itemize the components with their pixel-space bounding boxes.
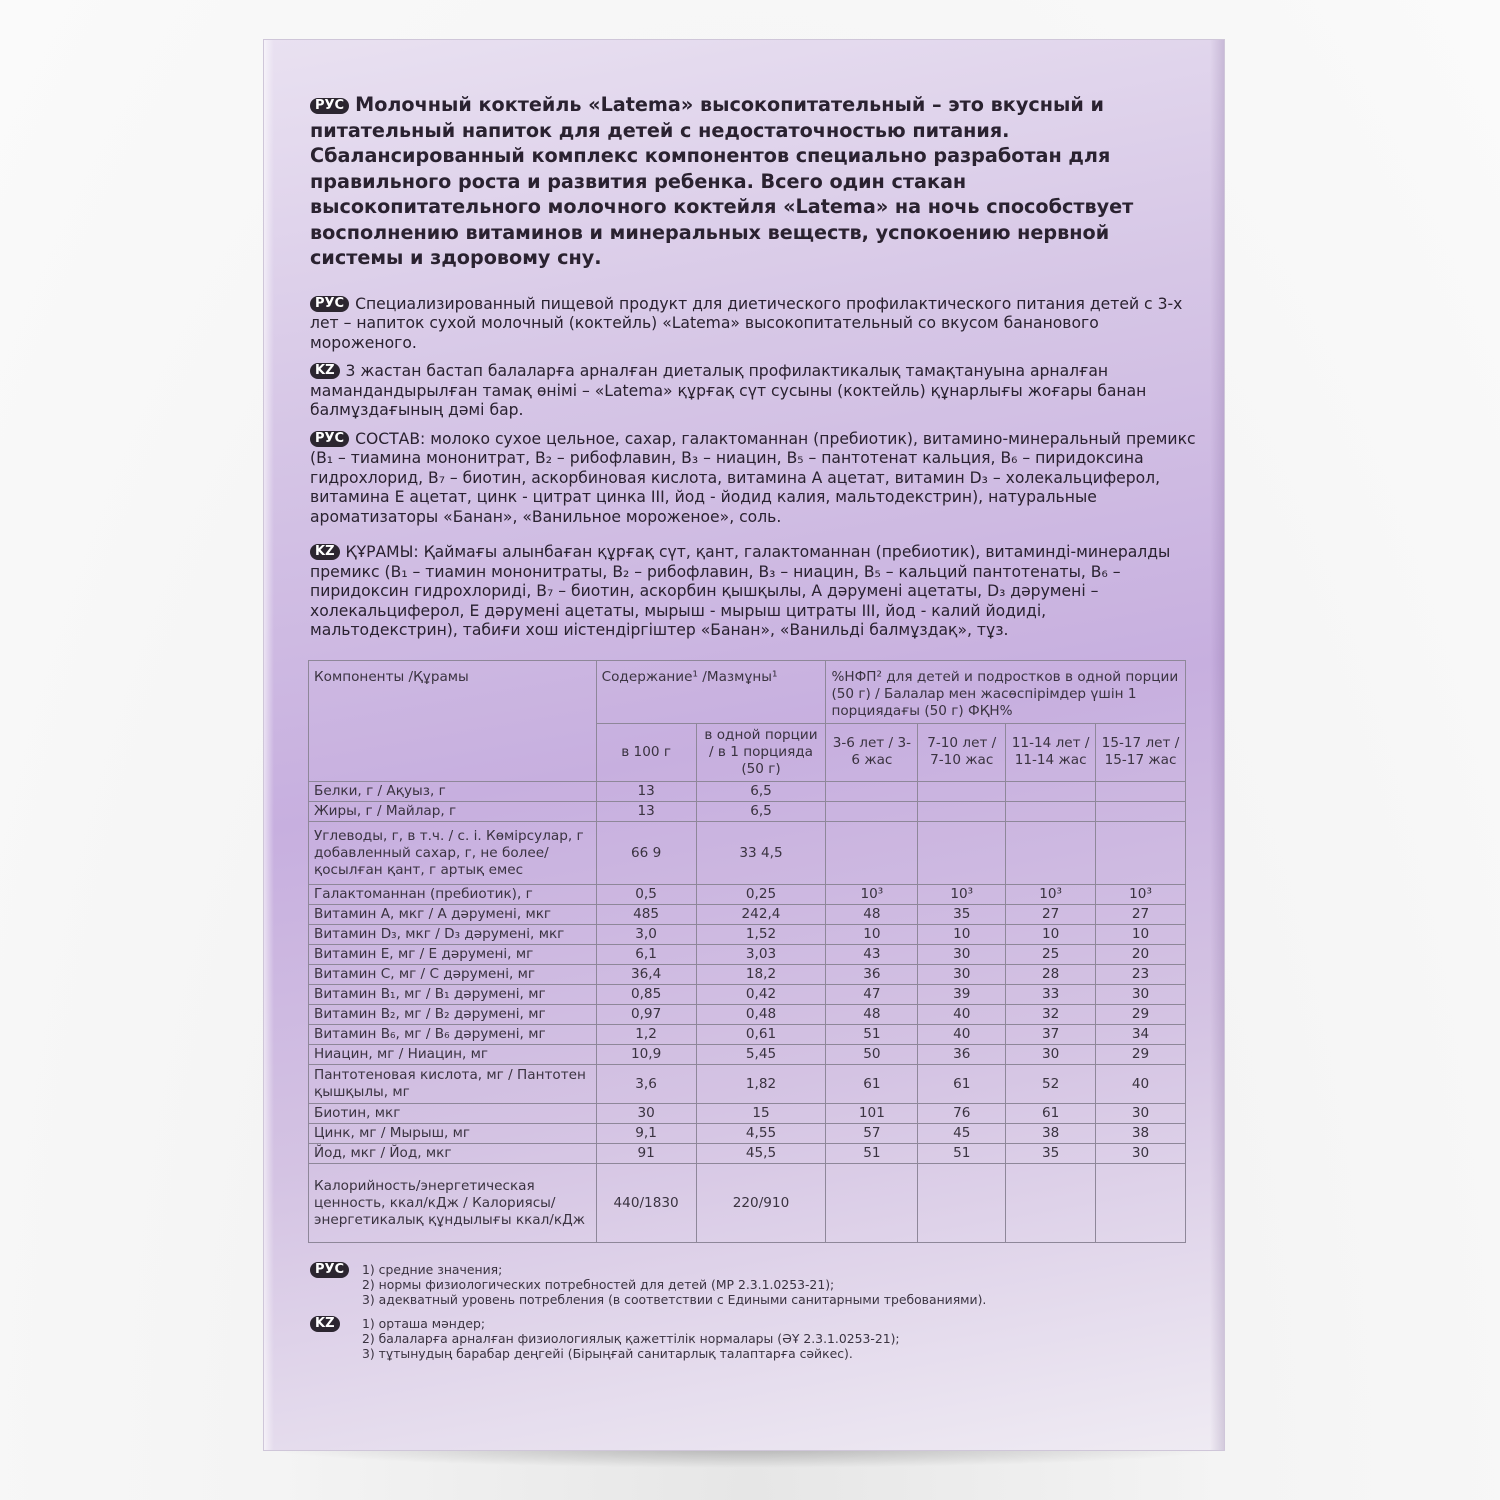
table-row	[309, 1164, 1186, 1243]
row-age-3-6: 57	[826, 1124, 918, 1144]
row-per-portion: 0,42	[696, 985, 826, 1005]
row-age-3-6: 10	[826, 925, 918, 945]
footnotes-ru	[310, 1262, 986, 1307]
row-per-portion: 3,03	[696, 945, 826, 965]
row-name: Цинк, мг / Мырыш, мг	[309, 1124, 597, 1144]
header-age-3-6: 3-6 лет / 3-6 жас	[826, 723, 918, 781]
table-row	[309, 1025, 1186, 1045]
row-per-portion: 4,55	[696, 1124, 826, 1144]
row-per-portion: 242,4	[696, 905, 826, 925]
footnote-kz-3: 3) тұтынудың барабар деңгейі (Бірыңғай санитарлық талаптарға сәйкес).	[362, 1346, 853, 1361]
row-age-11-14: 28	[1006, 965, 1096, 985]
row-age-15-17: 29	[1096, 1005, 1186, 1025]
product-kz-text: 3 жастан бастап балаларға арналған диеталық профилактикалық тамақтануына арналған мамандандырылған тамақ өнімі – «Latema» құрғақ сүт сусыны (коктейль) құнарлығы жоғары банан балмұздағының дәмі бар.	[310, 362, 1147, 419]
product-kz-paragraph	[310, 362, 1198, 421]
row-age-15-17: 10³	[1096, 885, 1186, 905]
header-age-11-14: 11-14 лет / 11-14 жас	[1006, 723, 1096, 781]
intro-text: Молочный коктейль «Latema» высокопитательный – это вкусный и питательный напиток для детей с недостаточностью питания. Сбалансированный комплекс компонентов специально разработан для правильного роста и развития ребенка. Всего один стакан высокопитательного молочного коктейля «Latema» на ночь способствует восполнению витаминов и минеральных веществ, успокоению нервной системы и здоровому сну.	[310, 93, 1134, 269]
table-row	[309, 1144, 1186, 1164]
table-row	[309, 985, 1186, 1005]
row-per-100g: 6,1	[596, 945, 696, 965]
row-age-11-14: 38	[1006, 1124, 1096, 1144]
row-age-7-10: 10³	[918, 885, 1006, 905]
row-per-100g: 3,0	[596, 925, 696, 945]
row-per-portion: 15	[696, 1104, 826, 1124]
row-name: Йод, мкг / Йод, мкг	[309, 1144, 597, 1164]
row-age-3-6	[826, 822, 918, 885]
row-per-portion: 45,5	[696, 1144, 826, 1164]
row-per-100g: 13	[596, 782, 696, 802]
composition-kz-text: ҚҰРАМЫ: Қаймағы алынбаған құрғақ сүт, қант, галактоманнан (пребиотик), витаминді-минералды премикс (B₁ – тиамин мононитраты, B₂ – рибофлавин, B₃ – ниацин, B₅ – кальций пантотенаты, B₆ – пиридоксин гидрохлориді, B₇ – биотин, аскорбин қышқылы, А дәрумені ацетаты, D₃ дәрумені – холекальциферол, Е дәрумені ацетаты, мырыш - мырыш цитраты III, йод - калий йодиді, мальтодекстрин), табиғи хош иістендіргіштер «Банан», «Ванильді балмұздақ», тұз.	[310, 543, 1171, 639]
table-row	[309, 1124, 1186, 1144]
table-row	[309, 1104, 1186, 1124]
row-age-15-17: 29	[1096, 1045, 1186, 1065]
box-shadow	[262, 1448, 1228, 1468]
header-age-15-17: 15-17 лет / 15-17 жас	[1096, 723, 1186, 781]
header-age-7-10: 7-10 лет / 7-10 жас	[918, 723, 1006, 781]
row-age-15-17: 30	[1096, 985, 1186, 1005]
row-age-15-17: 30	[1096, 1104, 1186, 1124]
row-per-100g: 485	[596, 905, 696, 925]
row-age-15-17: 40	[1096, 1065, 1186, 1104]
row-age-7-10: 40	[918, 1005, 1006, 1025]
row-name: Витамин D₃, мкг / D₃ дәрумені, мкг	[309, 925, 597, 945]
row-per-100g: 66 9	[596, 822, 696, 885]
row-age-11-14	[1006, 802, 1096, 822]
row-age-7-10: 39	[918, 985, 1006, 1005]
row-per-portion: 1,52	[696, 925, 826, 945]
row-per-100g: 0,97	[596, 1005, 696, 1025]
row-age-11-14: 10³	[1006, 885, 1096, 905]
row-age-11-14: 25	[1006, 945, 1096, 965]
row-age-7-10: 30	[918, 945, 1006, 965]
row-name: Жиры, г / Майлар, г	[309, 802, 597, 822]
header-content: Содержание¹ /Мазмұны¹	[596, 661, 826, 724]
row-per-100g: 30	[596, 1104, 696, 1124]
row-age-7-10	[918, 802, 1006, 822]
footnote-ru-2: 2) нормы физиологических потребностей для детей (МР 2.3.1.0253-21);	[362, 1277, 835, 1292]
row-age-15-17	[1096, 802, 1186, 822]
footnote-kz-1: 1) орташа мәндер;	[362, 1316, 486, 1331]
row-age-3-6: 47	[826, 985, 918, 1005]
footnote-kz-2: 2) балаларға арналған физиологиялық қажеттілік нормалары (ӘҰ 2.3.1.0253-21);	[362, 1331, 900, 1346]
row-age-7-10: 76	[918, 1104, 1006, 1124]
table-row	[309, 885, 1186, 905]
row-per-100g: 13	[596, 802, 696, 822]
row-age-11-14: 33	[1006, 985, 1096, 1005]
row-age-3-6: 51	[826, 1144, 918, 1164]
footnotes-kz	[310, 1316, 900, 1361]
ru-badge: РУС	[310, 98, 349, 114]
row-age-11-14	[1006, 822, 1096, 885]
header-percent: %НФП² для детей и подростков в одной порции (50 г) / Балалар мен жасөспірімдер үшін 1 порциядағы (50 г) ФҚН%	[826, 661, 1186, 724]
row-age-3-6: 51	[826, 1025, 918, 1045]
row-age-3-6: 48	[826, 1005, 918, 1025]
product-box-back-panel	[264, 40, 1224, 1450]
row-age-3-6	[826, 802, 918, 822]
row-name: Пантотеновая кислота, мг / Пантотен қышқылы, мг	[309, 1065, 597, 1104]
row-age-11-14: 37	[1006, 1025, 1096, 1045]
row-age-15-17: 27	[1096, 905, 1186, 925]
row-per-100g: 9,1	[596, 1124, 696, 1144]
product-ru-paragraph	[310, 295, 1198, 354]
row-age-11-14: 30	[1006, 1045, 1096, 1065]
header-per-100g: в 100 г	[596, 723, 696, 781]
row-age-7-10: 51	[918, 1144, 1006, 1164]
nutrition-table	[308, 660, 1186, 1243]
row-per-portion: 220/910	[696, 1164, 826, 1243]
row-age-3-6: 101	[826, 1104, 918, 1124]
row-age-7-10: 45	[918, 1124, 1006, 1144]
row-per-portion: 0,48	[696, 1005, 826, 1025]
row-name: Калорийность/энергетическая ценность, ккал/кДж / Калориясы/энергетикалық құндылығы ккал/кДж	[309, 1164, 597, 1243]
row-age-15-17: 20	[1096, 945, 1186, 965]
row-age-11-14: 61	[1006, 1104, 1096, 1124]
row-age-15-17: 23	[1096, 965, 1186, 985]
row-per-portion: 0,61	[696, 1025, 826, 1045]
composition-ru-paragraph	[310, 430, 1198, 528]
table-row	[309, 925, 1186, 945]
row-age-7-10	[918, 822, 1006, 885]
row-per-portion: 1,82	[696, 1065, 826, 1104]
kz-badge: KZ	[310, 544, 340, 560]
row-age-11-14: 32	[1006, 1005, 1096, 1025]
row-age-3-6: 36	[826, 965, 918, 985]
header-components: Компоненты /Құрамы	[309, 661, 597, 782]
composition-kz-paragraph	[310, 543, 1198, 641]
table-row	[309, 905, 1186, 925]
row-age-7-10: 40	[918, 1025, 1006, 1045]
row-name: Витамин Е, мг / Е дәрумені, мг	[309, 945, 597, 965]
row-per-100g: 91	[596, 1144, 696, 1164]
row-age-7-10: 10	[918, 925, 1006, 945]
footnote-ru-3: 3) адекватный уровень потребления (в соответствии с Едиными санитарными требованиями).	[362, 1292, 987, 1307]
product-ru-text: Специализированный пищевой продукт для диетического профилактического питания детей с 3-х лет – напиток сухой молочный (коктейль) «Latema» высокопитательный со вкусом бананового мороженого.	[310, 294, 1183, 352]
row-age-3-6: 50	[826, 1045, 918, 1065]
row-per-portion: 33 4,5	[696, 822, 826, 885]
row-per-100g: 36,4	[596, 965, 696, 985]
table-row	[309, 945, 1186, 965]
row-age-11-14	[1006, 782, 1096, 802]
kz-badge: KZ	[310, 1316, 340, 1332]
row-per-portion: 6,5	[696, 782, 826, 802]
table-row	[309, 1005, 1186, 1025]
kz-badge: KZ	[310, 363, 340, 379]
row-name: Биотин, мкг	[309, 1104, 597, 1124]
row-age-7-10: 35	[918, 905, 1006, 925]
table-row	[309, 965, 1186, 985]
footnote-ru-1: 1) средние значения;	[362, 1262, 503, 1277]
row-age-11-14: 27	[1006, 905, 1096, 925]
table-header-row	[309, 661, 1186, 724]
row-age-3-6: 48	[826, 905, 918, 925]
row-age-15-17: 30	[1096, 1144, 1186, 1164]
row-per-100g: 0,85	[596, 985, 696, 1005]
table-row	[309, 1045, 1186, 1065]
row-age-15-17: 38	[1096, 1124, 1186, 1144]
row-name: Ниацин, мг / Ниацин, мг	[309, 1045, 597, 1065]
row-age-3-6	[826, 1164, 918, 1243]
row-per-100g: 1,2	[596, 1025, 696, 1045]
row-age-7-10: 36	[918, 1045, 1006, 1065]
row-age-11-14: 10	[1006, 925, 1096, 945]
ru-badge: РУС	[310, 1262, 349, 1278]
ru-badge: РУС	[310, 431, 349, 447]
row-name: Витамин B₁, мг / B₁ дәрумені, мг	[309, 985, 597, 1005]
row-name: Углеводы, г, в т.ч. / с. і. Көмірсулар, г добавленный сахар, г, не более/ қосылған қант, г артық емес	[309, 822, 597, 885]
row-name: Галактоманнан (пребиотик), г	[309, 885, 597, 905]
row-name: Витамин С, мг / С дәрумені, мг	[309, 965, 597, 985]
header-per-portion: в одной порции / в 1 порцияда (50 г)	[696, 723, 826, 781]
row-age-3-6: 10³	[826, 885, 918, 905]
ru-badge: РУС	[310, 296, 349, 312]
row-per-100g: 3,6	[596, 1065, 696, 1104]
table-row	[309, 802, 1186, 822]
text-block	[310, 92, 1198, 650]
row-age-15-17: 10	[1096, 925, 1186, 945]
row-age-3-6	[826, 782, 918, 802]
row-name: Витамин B₂, мг / B₂ дәрумені, мг	[309, 1005, 597, 1025]
intro-paragraph	[310, 92, 1198, 271]
row-age-15-17	[1096, 782, 1186, 802]
row-age-15-17	[1096, 1164, 1186, 1243]
table-row	[309, 822, 1186, 885]
row-age-11-14: 52	[1006, 1065, 1096, 1104]
composition-ru-text: СОСТАВ: молоко сухое цельное, сахар, галактоманнан (пребиотик), витамино-минеральный премикс (B₁ – тиамина мононитрат, B₂ – рибофлавин, B₃ – ниацин, B₅ – пантотенат кальция, B₆ – пиридоксина гидрохлорид, B₇ – биотин, аскорбиновая кислота, витамина А ацетат, витамин D₃ – холекальциферол, витамина Е ацетат, цинк - цитрат цинка III, йод - йодид калия, мальтодекстрин), натуральные ароматизаторы «Банан», «Ванильное мороженое», соль.	[310, 429, 1196, 526]
row-name: Витамин B₆, мг / B₆ дәрумені, мг	[309, 1025, 597, 1045]
row-per-portion: 5,45	[696, 1045, 826, 1065]
row-name: Белки, г / Ақуыз, г	[309, 782, 597, 802]
row-per-100g: 440/1830	[596, 1164, 696, 1243]
table-row	[309, 782, 1186, 802]
row-age-7-10	[918, 782, 1006, 802]
row-age-15-17: 34	[1096, 1025, 1186, 1045]
row-per-portion: 6,5	[696, 802, 826, 822]
row-age-15-17	[1096, 822, 1186, 885]
row-age-11-14	[1006, 1164, 1096, 1243]
row-age-3-6: 43	[826, 945, 918, 965]
row-per-100g: 0,5	[596, 885, 696, 905]
table-row	[309, 1065, 1186, 1104]
row-age-7-10: 30	[918, 965, 1006, 985]
row-per-portion: 18,2	[696, 965, 826, 985]
row-per-100g: 10,9	[596, 1045, 696, 1065]
row-age-11-14: 35	[1006, 1144, 1096, 1164]
row-name: Витамин А, мкг / А дәрумені, мкг	[309, 905, 597, 925]
row-age-3-6: 61	[826, 1065, 918, 1104]
row-age-7-10	[918, 1164, 1006, 1243]
row-per-portion: 0,25	[696, 885, 826, 905]
row-age-7-10: 61	[918, 1065, 1006, 1104]
